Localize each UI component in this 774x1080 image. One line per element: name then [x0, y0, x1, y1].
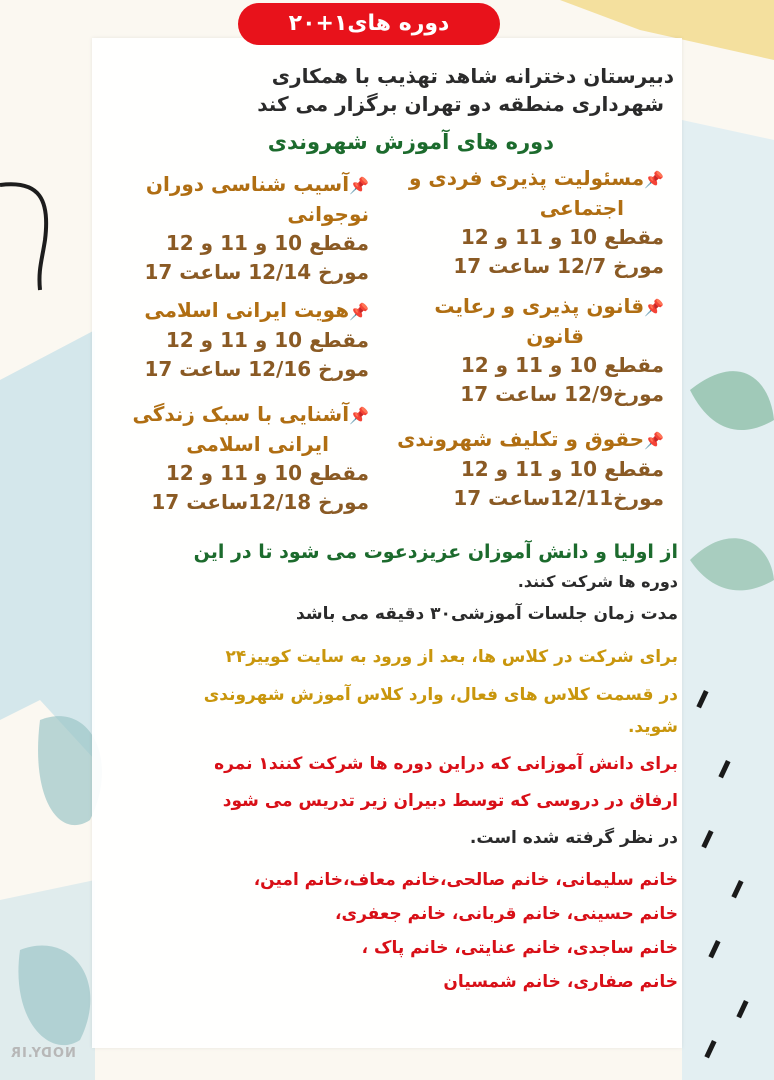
course-item	[384, 425, 664, 513]
course-title-cont: ایرانی اسلامی	[186, 432, 329, 456]
course-title: هویت ایرانی اسلامی	[144, 298, 350, 322]
course-grades: مقطع 10 و 11 و 12	[460, 225, 664, 249]
blue-wash-right	[682, 120, 774, 1080]
intro-line-1: دبیرستان دخترانه شاهد تهذیب با همکاری	[271, 64, 674, 88]
course-date: مورخ12/9 ساعت 17	[460, 382, 664, 406]
page-title: دوره های۱+۲۰	[238, 3, 500, 45]
course-title-cont: قانون	[526, 324, 584, 348]
course-title: مسئولیت پذیری فردی و	[409, 166, 645, 190]
pushpin-icon: 📌	[349, 302, 369, 321]
course-date: مورخ 12/18ساعت 17	[151, 490, 369, 514]
instructions-line-1: برای شرکت در کلاس ها، بعد از ورود به سایت کوییز۲۴	[225, 647, 678, 667]
course-grades: مقطع 10 و 11 و 12	[460, 457, 664, 481]
section-subtitle: دوره های آموزش شهروندی	[267, 130, 554, 154]
course-item	[109, 400, 369, 517]
course-item	[109, 170, 369, 287]
bonus-line-2: ارفاق در دروسی که توسط دبیران زیر تدریس می شود	[222, 791, 678, 811]
course-title: آشنایی با سبک زندگی	[132, 402, 350, 426]
course-grades: مقطع 10 و 11 و 12	[165, 328, 369, 352]
bonus-line-3: در نظر گرفته شده است.	[469, 828, 678, 848]
watermark: NODY.IR	[10, 1046, 76, 1061]
pushpin-icon: 📌	[349, 176, 369, 195]
teachers-line-1: خانم سلیمانی، خانم صالحی،خانم معاف،خانم امین،	[253, 870, 678, 890]
pushpin-icon: 📌	[644, 298, 664, 317]
teachers-line-2: خانم حسینی، خانم قربانی، خانم جعفری،	[335, 904, 678, 924]
pushpin-icon: 📌	[644, 170, 664, 189]
course-title-cont: نوجوانی	[287, 202, 369, 226]
course-item	[394, 164, 664, 281]
course-grades: مقطع 10 و 11 و 12	[460, 353, 664, 377]
intro-line-2: شهرداری منطقه دو تهران برگزار می کند	[257, 92, 664, 116]
invite-line-2: دوره ها شرکت کنند.	[517, 572, 678, 591]
course-title-cont: اجتماعی	[539, 196, 624, 220]
course-grades: مقطع 10 و 11 و 12	[165, 231, 369, 255]
pushpin-icon: 📌	[349, 406, 369, 425]
dark-leaf-stroke	[0, 184, 46, 290]
course-date: مورخ 12/16 ساعت 17	[144, 357, 369, 381]
course-grades: مقطع 10 و 11 و 12	[165, 461, 369, 485]
duration-text: مدت زمان جلسات آموزشی۳۰ دقیقه می باشد	[296, 604, 678, 624]
pushpin-icon: 📌	[644, 431, 664, 450]
course-item	[394, 292, 664, 409]
course-item	[109, 296, 369, 384]
bonus-line-1: برای دانش آموزانی که دراین دوره ها شرکت کنند۱ نمره	[214, 754, 678, 774]
invite-line-1: از اولیا و دانش آموزان عزیزدعوت می شود تا در این	[193, 541, 678, 563]
course-title: قانون پذیری و رعایت	[434, 294, 645, 318]
teachers-line-4: خانم صفاری، خانم شمسیان	[443, 972, 678, 992]
course-date: مورخ 12/7 ساعت 17	[453, 254, 664, 278]
instructions-line-2: در قسمت کلاس های فعال، وارد کلاس آموزش شهروندی	[203, 685, 678, 705]
course-date: مورخ 12/14 ساعت 17	[144, 260, 369, 284]
teachers-line-3: خانم ساجدی، خانم عنایتی، خانم پاک ،	[361, 938, 678, 958]
instructions-line-3: شوید.	[627, 717, 678, 737]
course-title: آسیب شناسی دوران	[145, 172, 350, 196]
course-date: مورخ12/11ساعت 17	[453, 486, 664, 510]
blue-wash-shape	[0, 330, 95, 760]
course-title: حقوق و تکلیف شهروندی	[397, 427, 645, 451]
